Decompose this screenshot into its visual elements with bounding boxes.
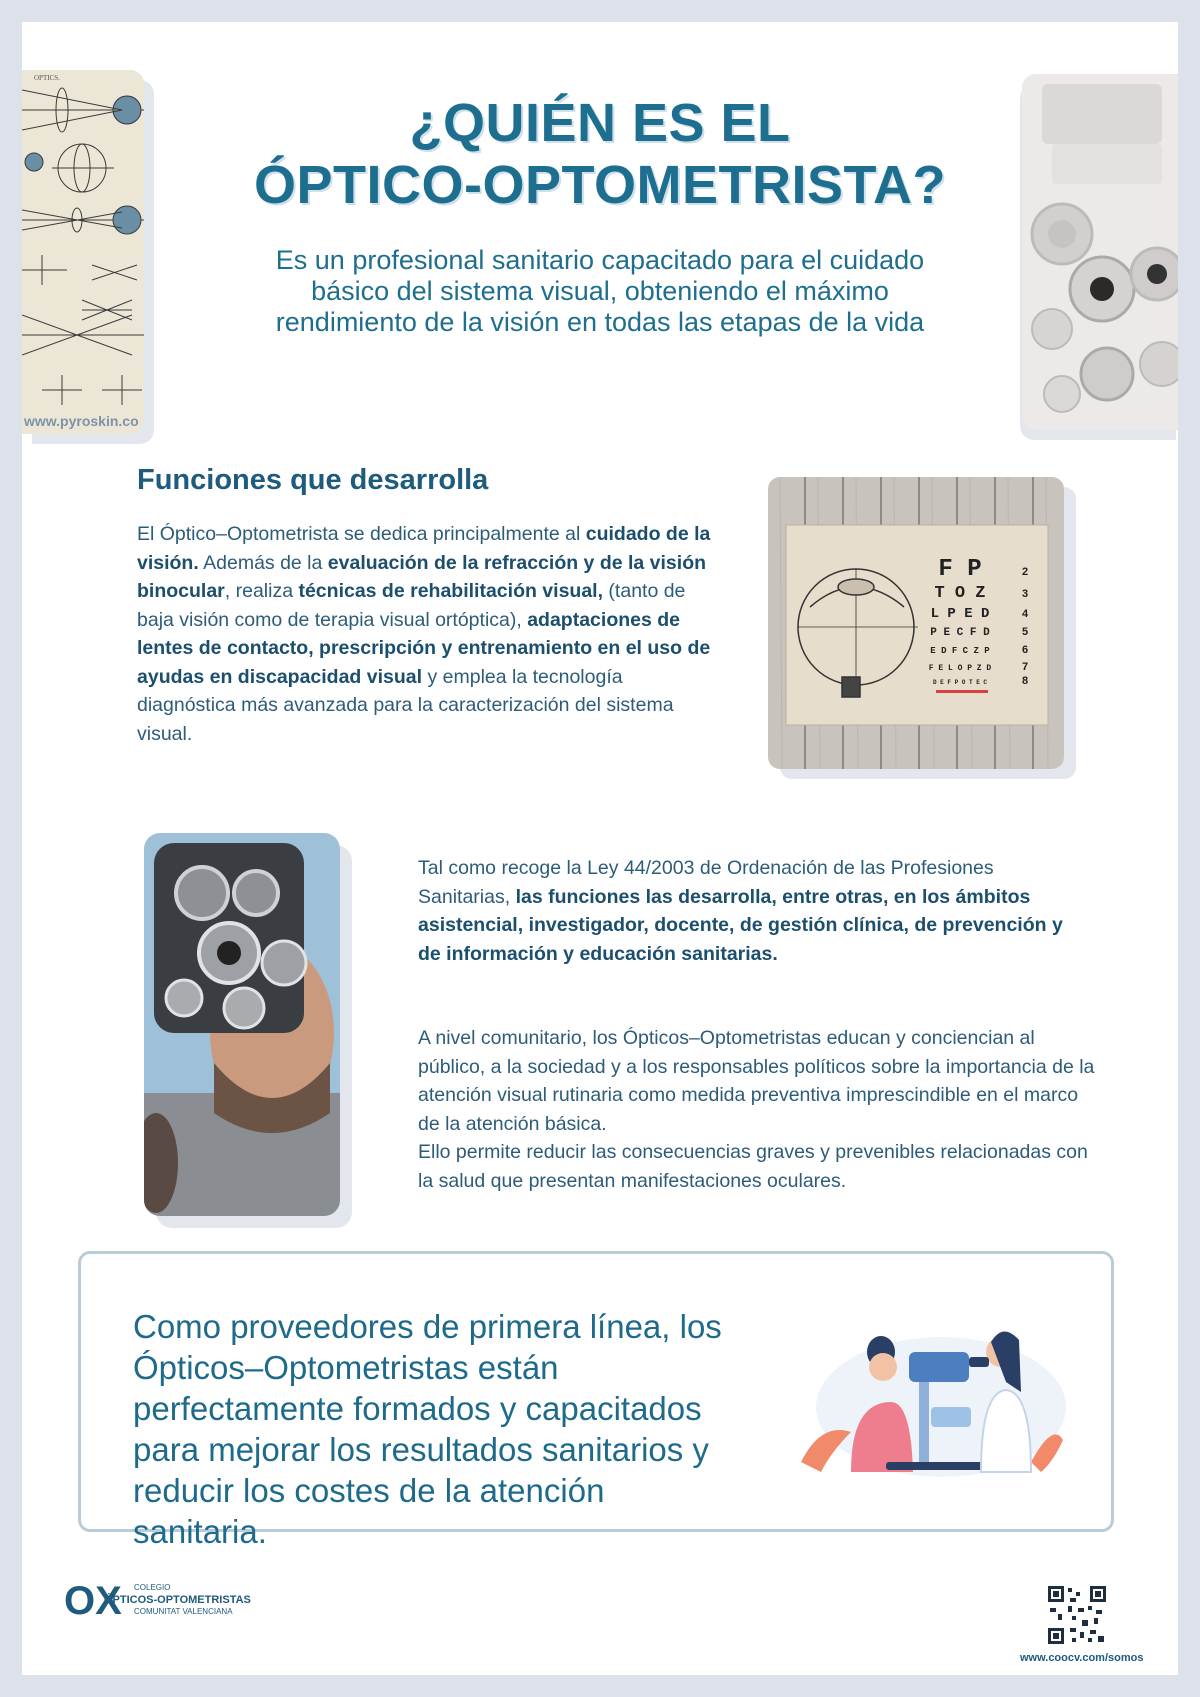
logo-region: COMUNITAT VALENCIANA	[134, 1607, 233, 1616]
comunitario-text-1: A nivel comunitario, los Ópticos–Optometristas educan y conciencian al público, a la sociedad y a los responsables políticos sobre la importancia de la atención visual rutinaria como medida preventiva imprescindible en el marco de la atención básica.	[418, 1027, 1095, 1135]
eye-chart-row-2: T O Z	[934, 584, 986, 603]
logo-opticos: ÓPTICOS-OPTOMETRISTAS	[104, 1594, 251, 1606]
optics-header-text: OPTICS.	[34, 74, 60, 82]
title-line-2: ÓPTICO-OPTOMETRISTA?	[254, 155, 946, 215]
eye-chart-image	[768, 477, 1064, 769]
eye-exam-illustration	[791, 1312, 1071, 1482]
eye-chart-row-1: F P	[938, 556, 982, 583]
eye-chart-number-5: 6	[1022, 644, 1029, 656]
pyroskin-watermark: www.pyroskin.co	[24, 413, 139, 429]
funciones-bold-4: adaptaciones de lentes de contacto, prescripción y entrenamiento en el uso de ayudas en discapacidad visual	[137, 608, 711, 688]
callout-text: Como proveedores de primera línea, los Ópticos–Optometristas están perfectamente formados y capacitados para mejorar los resultados sanitarios y reducir los costes de la atención sanitaria.	[133, 1308, 722, 1550]
patient-phoropter-photo	[144, 833, 340, 1216]
funciones-bold-3: técnicas de rehabilitación visual,	[298, 580, 604, 602]
funciones-bold-2: evaluación de la refracción y de la visión binocular	[137, 551, 707, 602]
title-line-1: ¿QUIÉN ES EL	[409, 93, 791, 153]
poster-sheet	[22, 22, 1178, 1675]
eye-chart-row-6: F E L O P Z D	[928, 664, 992, 673]
eye-chart-row-3: L P E D	[930, 606, 990, 622]
funciones-text-1: El Óptico–Optometrista se dedica principalmente al	[137, 523, 586, 545]
colegio-logo	[64, 1576, 284, 1622]
funciones-heading: Funciones que desarrolla	[137, 464, 489, 496]
eye-chart-number-7: 8	[1022, 675, 1029, 687]
funciones-bold-1: cuidado de la visión.	[137, 523, 711, 574]
ley-text: Tal como recoge la Ley 44/2003 de Ordenación de las Profesiones Sanitarias,	[418, 857, 994, 908]
eye-chart-number-6: 7	[1022, 661, 1029, 673]
eye-chart-number-3: 4	[1022, 608, 1029, 620]
intro-paragraph: Es un profesional sanitario capacitado para el cuidado básico del sistema visual, obteniendo el máximo rendimiento de la visión en todas las etapas de la vida	[275, 245, 925, 337]
ley-paragraph	[418, 854, 1078, 968]
ley-bold: las funciones las desarrolla, entre otras, en los ámbitos asistencial, investigador, docente, de gestión clínica, de prevención y de información y educación sanitarias.	[418, 885, 1063, 965]
funciones-paragraph	[137, 520, 717, 748]
funciones-text-2: Además de la	[198, 551, 328, 574]
funciones-text-5: y emplea la tecnología diagnóstica más avanzada para la caracterización del sistema visual.	[137, 665, 674, 745]
eye-chart-number-1: 2	[1022, 566, 1029, 578]
eye-chart-number-2: 3	[1022, 588, 1029, 600]
footer-url-link[interactable]: www.coocv.com/somos	[1020, 1652, 1144, 1664]
comunitario-text-2: Ello permite reducir las consecuencias graves y prevenibles relacionadas con la salud que presentan manifestaciones oculares.	[418, 1141, 1088, 1192]
eye-chart-row-4: P E C F D	[930, 627, 990, 639]
qr-code	[1048, 1586, 1106, 1644]
callout-box	[78, 1251, 1114, 1550]
funciones-text-4: (tanto de baja visión como de terapia visual ortóptica),	[137, 580, 686, 631]
funciones-text-3: , realiza	[224, 580, 299, 602]
phoropter-image	[1022, 74, 1178, 430]
logo-ox-mark: OX	[64, 1579, 122, 1622]
eye-chart-row-5: E D F C Z P	[930, 646, 990, 656]
page-title	[172, 92, 1028, 216]
logo-colegio: COLEGIO	[134, 1583, 171, 1592]
eye-chart-number-4: 5	[1022, 626, 1029, 638]
optics-diagram-image	[22, 70, 144, 434]
comunitario-paragraph	[418, 1024, 1098, 1195]
eye-chart-row-7: D E F P O T E C	[932, 679, 988, 686]
